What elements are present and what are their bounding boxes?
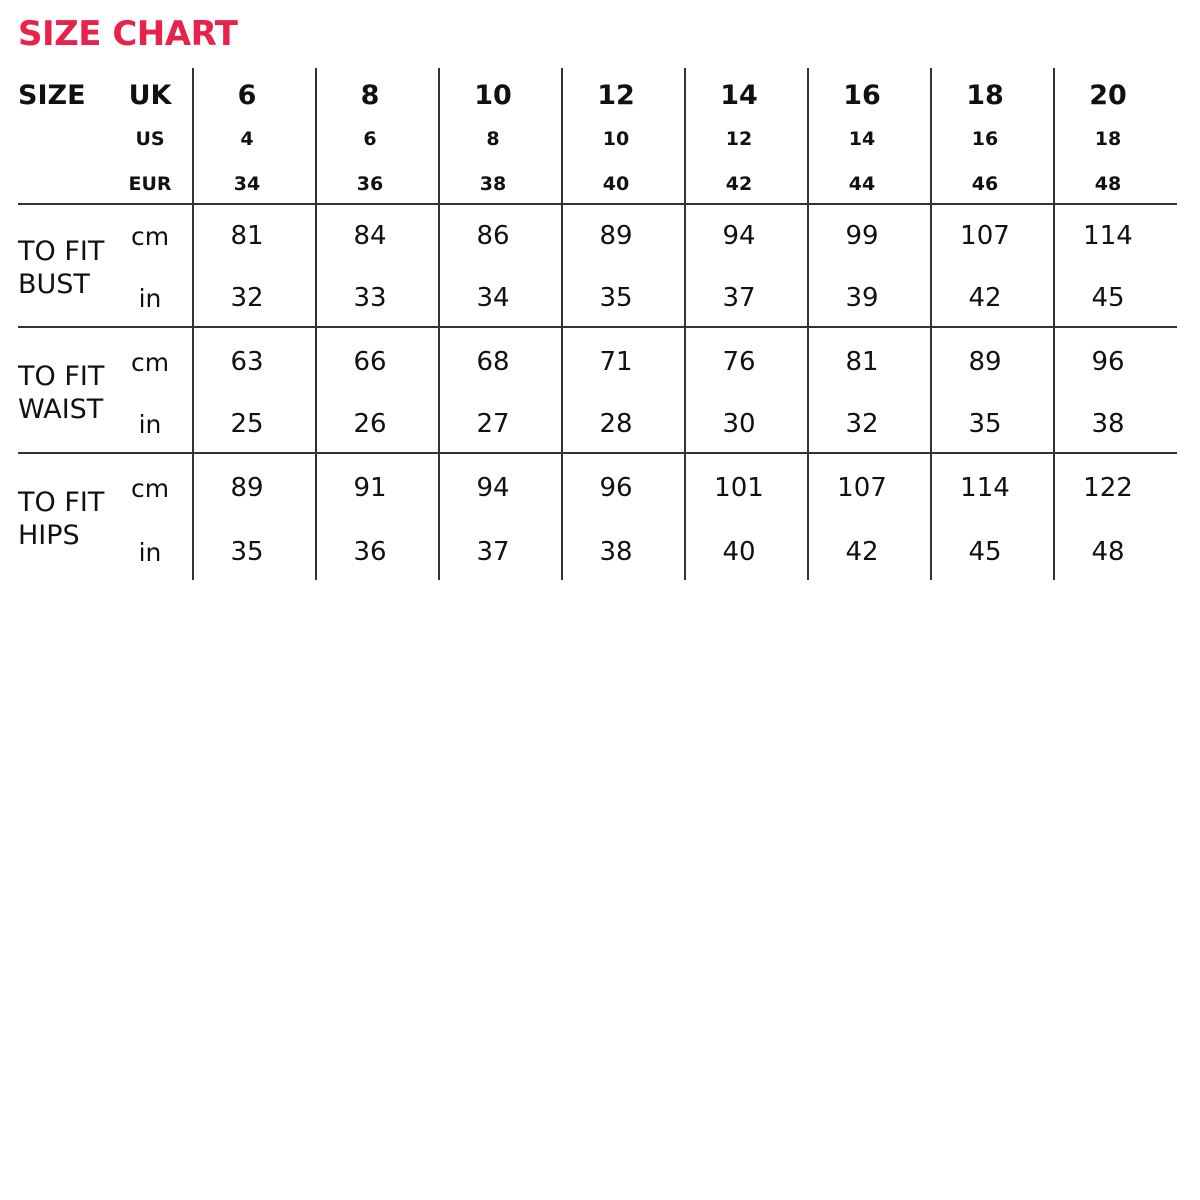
row-label-hips [18,486,104,552]
measurement-cm-cell: 94 [476,473,510,503]
measurement-cm-cell: 101 [714,473,764,503]
column-divider [192,68,194,580]
measurement-cm-cell: 96 [1091,347,1125,377]
row-label-line1: TO FIT [18,361,105,392]
row-label-bust [18,235,104,301]
us-size-cell: 10 [602,128,630,150]
measurement-cm-cell: 122 [1083,473,1133,503]
unit-label-in: in [138,284,162,313]
us-size-cell: 18 [1094,128,1122,150]
measurement-cm-cell: 94 [722,221,756,251]
measurement-in-cell: 25 [230,409,264,439]
measurement-in-cell: 40 [722,537,756,567]
eur-size-cell: 48 [1094,173,1122,195]
measurement-in-cell: 28 [599,409,633,439]
measurement-cm-cell: 76 [722,347,756,377]
measurement-cm-cell: 68 [476,347,510,377]
measurement-in-cell: 26 [353,409,387,439]
measurement-in-cell: 30 [722,409,756,439]
uk-size-cell: 18 [966,80,1004,111]
us-size-cell: 12 [725,128,753,150]
measurement-cm-cell: 114 [1083,221,1133,251]
row-label-line1: TO FIT [18,487,105,518]
row-label-waist [18,360,104,426]
eur-size-cell: 38 [479,173,507,195]
measurement-cm-cell: 81 [230,221,264,251]
measurement-in-cell: 42 [845,537,879,567]
measurement-cm-cell: 63 [230,347,264,377]
uk-size-cell: 6 [237,80,257,111]
measurement-cm-cell: 107 [960,221,1010,251]
measurement-cm-cell: 66 [353,347,387,377]
measurement-cm-cell: 89 [230,473,264,503]
measurement-cm-cell: 114 [960,473,1010,503]
us-size-cell: 6 [363,128,377,150]
unit-label-in: in [138,538,162,567]
measurement-in-cell: 39 [845,283,879,313]
uk-size-cell: 16 [843,80,881,111]
measurement-cm-cell: 86 [476,221,510,251]
row-label-line2: HIPS [18,520,80,551]
measurement-cm-cell: 91 [353,473,387,503]
column-divider [315,68,317,580]
eur-size-cell: 44 [848,173,876,195]
measurement-in-cell: 37 [476,537,510,567]
measurement-in-cell: 33 [353,283,387,313]
column-divider [807,68,809,580]
column-divider [561,68,563,580]
measurement-cm-cell: 71 [599,347,633,377]
eur-size-cell: 40 [602,173,630,195]
uk-size-cell: 12 [597,80,635,111]
measurement-in-cell: 38 [599,537,633,567]
measurement-in-cell: 37 [722,283,756,313]
row-label-line2: BUST [18,269,90,300]
uk-size-cell: 10 [474,80,512,111]
us-size-cell: 8 [486,128,500,150]
us-size-cell: 14 [848,128,876,150]
measurement-cm-cell: 99 [845,221,879,251]
system-label-us: US [135,128,165,150]
system-label-uk: UK [128,80,172,111]
eur-size-cell: 42 [725,173,753,195]
uk-size-cell: 14 [720,80,758,111]
unit-label-cm: cm [130,348,170,377]
column-divider [438,68,440,580]
measurement-cm-cell: 96 [599,473,633,503]
uk-size-cell: 8 [360,80,380,111]
unit-label-cm: cm [130,222,170,251]
measurement-cm-cell: 84 [353,221,387,251]
us-size-cell: 4 [240,128,254,150]
measurement-in-cell: 35 [599,283,633,313]
eur-size-cell: 36 [356,173,384,195]
measurement-in-cell: 34 [476,283,510,313]
us-size-cell: 16 [971,128,999,150]
measurement-in-cell: 35 [230,537,264,567]
column-divider [684,68,686,580]
measurement-in-cell: 48 [1091,537,1125,567]
measurement-in-cell: 45 [968,537,1002,567]
measurement-cm-cell: 89 [968,347,1002,377]
measurement-in-cell: 45 [1091,283,1125,313]
measurement-in-cell: 38 [1091,409,1125,439]
unit-label-in: in [138,410,162,439]
column-divider [930,68,932,580]
page-title: SIZE CHART [18,14,238,54]
unit-label-cm: cm [130,474,170,503]
eur-size-cell: 46 [971,173,999,195]
measurement-in-cell: 32 [230,283,264,313]
measurement-cm-cell: 107 [837,473,887,503]
measurement-in-cell: 42 [968,283,1002,313]
measurement-in-cell: 27 [476,409,510,439]
measurement-in-cell: 32 [845,409,879,439]
row-label-line2: WAIST [18,394,104,425]
size-header-label: SIZE [18,80,86,111]
measurement-cm-cell: 89 [599,221,633,251]
row-label-line1: TO FIT [18,236,105,267]
measurement-in-cell: 35 [968,409,1002,439]
column-divider [1053,68,1055,580]
system-label-eur: EUR [128,173,172,195]
measurement-in-cell: 36 [353,537,387,567]
measurement-cm-cell: 81 [845,347,879,377]
eur-size-cell: 34 [233,173,261,195]
uk-size-cell: 20 [1089,80,1127,111]
